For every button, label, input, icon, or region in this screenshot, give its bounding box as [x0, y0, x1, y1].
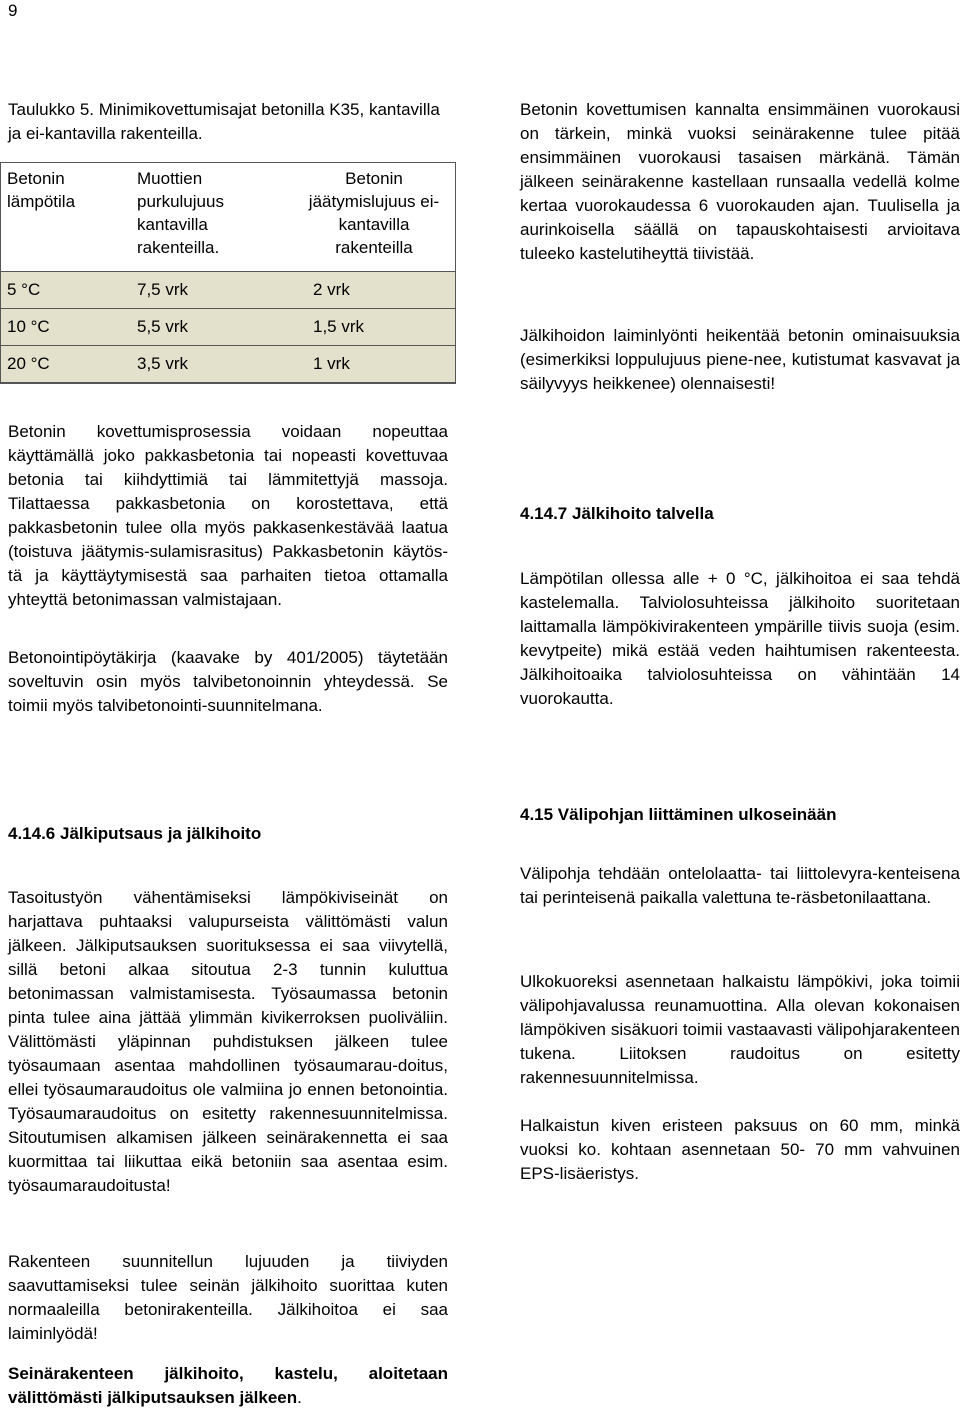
paragraph: Betonointipöytäkirja (kaavake by 401/2005) täytetään soveltuvin osin myös talvibetonoinnin yhteydessä. Se toimii myös talvibetonointi-suunnitelmana.: [8, 648, 448, 715]
table-cell: 20 °C: [1, 345, 131, 382]
table-cell: 2 vrk: [293, 271, 455, 308]
table-header-formwork: Muottien purkulujuus kantavilla rakenteilla.: [131, 163, 293, 271]
table-cell: 7,5 vrk: [131, 271, 293, 308]
table-cell: 3,5 vrk: [131, 345, 293, 382]
paragraph: Lämpötilan ollessa alle + 0 °C, jälkihoitoa ei saa tehdä kastelemalla. Talviolosuhteissa jälkihoito suoritetaan laittamalla lämpökivirakenteen ympärille tiivis suoja (esim. kevytpeite) mikä estää veden haihtumisen rakenteesta. Jälkihoitoaika talviolosuhteissa on vähintään 14 vuorokautta.: [520, 569, 960, 708]
table-row: [1, 308, 455, 345]
table-cell: 1,5 vrk: [293, 308, 455, 345]
page-number: 9: [8, 1, 18, 20]
paragraph: Halkaistun kiven eristeen paksuus on 60 mm, minkä vuoksi ko. kohtaan asennetaan 50- 70 mm vahvuinen EPS-lisäeristys.: [520, 1116, 960, 1183]
table-cell: 1 vrk: [293, 345, 455, 382]
section-heading: 4.15 Välipohjan liittäminen ulkoseinään: [520, 805, 837, 824]
section-heading: 4.14.7 Jälkihoito talvella: [520, 504, 714, 523]
paragraph: Välipohja tehdään ontelolaatta- tai liittolevyra-kenteisena tai perinteisenä paikalla valettuna te-räsbetonilaattana.: [520, 864, 960, 907]
paragraph: Ulkokuoreksi asennetaan halkaistu lämpökivi, joka toimii välipohjavalussa reunamuottina. Alla olevan kokonaisen lämpökiven sisäkuori toimii vastaavasti välipohjarakenteen tukena. Liitoksen raudoitus on esitetty rakennesuunnitelmissa.: [520, 972, 960, 1087]
paragraph: Tasoitustyön vähentämiseksi lämpökiviseinät on harjattava puhtaaksi valupurseista välittömästi valun jälkeen. Jälkiputsauksen suorituksessa ei saa viivytellä, sillä betoni alkaa sitoutua 2-3 tunnin kuluttua betonimassan valmistamisesta. Työsaumassa betonin pinta tulee aina jättää ylimmän kivikerroksen puoliväliin. Välittömästi yläpinnan puhdistuksen jälkeen tulee työsaumaan asentaa mahdollinen työsaumarau-doitus, ellei työsaumaraudoitus ole valmiina jo ennen betonointia. Työsaumaraudoitus on esitetty rakennesuunnitelmissa. Sitoutumisen alkamisen jälkeen seinärakennetta ei saa kuormittaa tai liikuttaa eikä betoniin saa asentaa esim. työsaumaraudoitusta!: [8, 888, 448, 1195]
emphasis-end: .: [297, 1388, 302, 1407]
table-header-freeze: Betonin jäätymislujuus ei-kantavilla rakenteilla: [293, 163, 455, 271]
emphasis-text: Seinärakenteen jälkihoito, kastelu, aloitetaan välittömästi jälkiputsauksen jälkeen: [8, 1364, 448, 1407]
paragraph: Betonin kovettumisprosessia voidaan nopeuttaa käyttämällä joko pakkasbetonia tai nopeasti kovettuvaa betonia tai kiihdyttimiä tai lämmitettyjä massoja. Tilattaessa pakkasbetonia on korostettava, että pakkasbetonin tulee olla myös pakkasenkestävää laatua (toistuva jäätymis-sulamisrasitus) Pakkasbetonin käytös-tä ja käyttäytymisestä saa parhaiten tietoa ottamalla yhteyttä betonimassan valmistajaan.: [8, 422, 448, 609]
table-row: [1, 271, 455, 308]
table-cell: 5 °C: [1, 271, 131, 308]
paragraph-emphasis: [8, 1362, 448, 1410]
table-header-temp: Betonin lämpötila: [1, 163, 131, 271]
paragraph: Jälkihoidon laiminlyönti heikentää betonin ominaisuuksia (esimerkiksi loppulujuus piene-nee, kutistumat kasvavat ja säilyvyys heikkenee) olennaisesti!: [520, 326, 960, 393]
table-caption: Taulukko 5. Minimikovettumisajat betonilla K35, kantavilla ja ei-kantavilla rakenteilla.: [8, 100, 440, 143]
section-heading: 4.14.6 Jälkiputsaus ja jälkihoito: [8, 824, 262, 843]
table-row: [1, 345, 455, 382]
paragraph: Rakenteen suunnitellun lujuuden ja tiiviyden saavuttamiseksi tulee seinän jälkihoito suorittaa kuten normaaleilla betonirakenteilla. Jälkihoitoa ei saa laiminlyödä!: [8, 1252, 448, 1343]
table-cell: 5,5 vrk: [131, 308, 293, 345]
cure-time-table: [0, 162, 456, 384]
paragraph: Betonin kovettumisen kannalta ensimmäinen vuorokausi on tärkein, minkä vuoksi seinärakenne tulee pitää ensimmäinen vuorokausi tasaisen märkänä. Tämän jälkeen seinärakenne kastellaan runsaalla vedellä kolme kertaa vuorokaudessa 6 vuorokauden ajan. Tuulisella ja aurinkoisella säällä on tapauskohtaisesti arvioitava tuleeko kastelutiheyttä tiivistää.: [520, 100, 960, 263]
table-cell: 10 °C: [1, 308, 131, 345]
